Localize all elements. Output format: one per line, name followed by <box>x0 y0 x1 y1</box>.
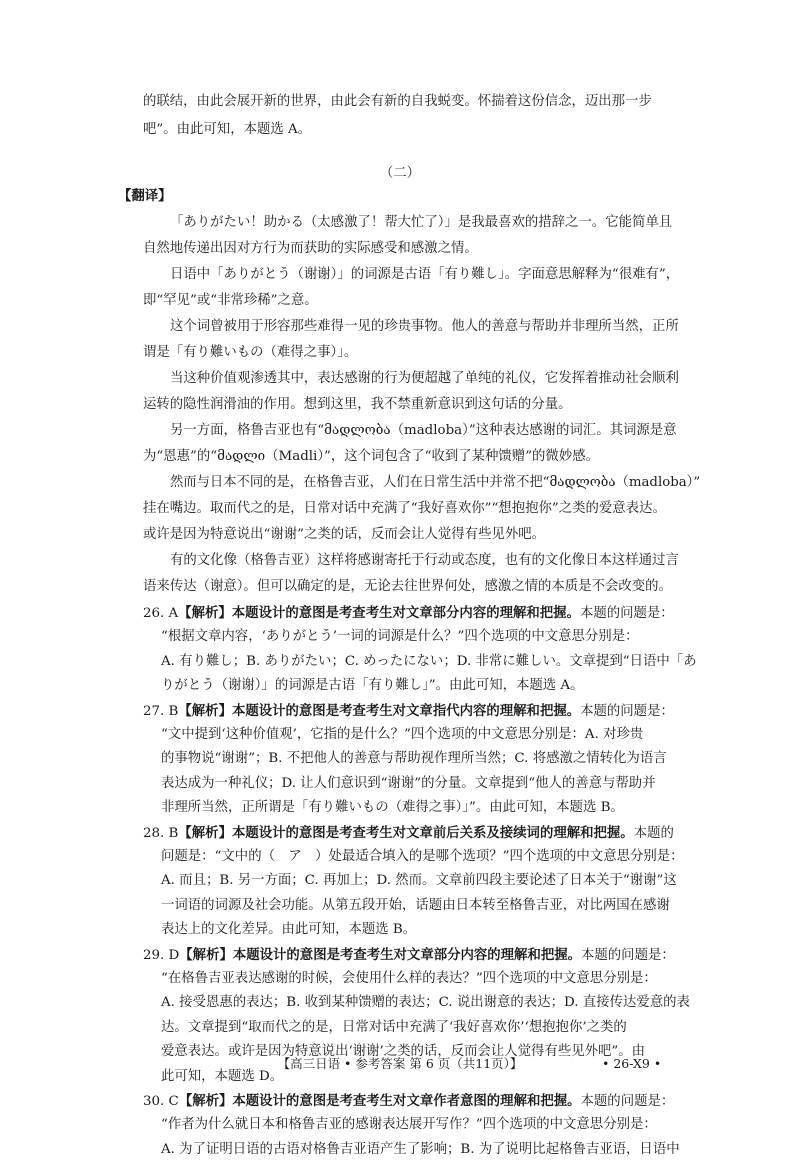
analysis-lead: 【解析】本题设计的意图是考查考生对文章部分内容的理解和把握。 <box>178 605 580 621</box>
translation-line: 即“罕见”或“非常珍稀”之意。 <box>143 293 318 308</box>
translation-line: 当这种价值观渗透其中，表达感谢的行为便超越了单纯的礼仪，它发挥着推动社会顺利 <box>170 371 679 386</box>
analysis-rest: 本题的问题是： <box>579 606 674 621</box>
question-line: 表达成为一种礼仪；D. 让人们意识到“谢谢”的分量。文章提到“他人的善意与帮助并 <box>161 775 656 791</box>
question-line: A. 有り難し；B. ありがたい；C. めったにない；D. 非常に難しい。文章提到“日语中「あ <box>161 653 697 669</box>
question-line: 问题是：“文中的（ ア ）处最适合填入的是哪个选项？”四个选项的中文意思分别是： <box>161 849 684 864</box>
translation-line: 自然地传递出因对方行为而获助的实际感受和感激之情。 <box>143 241 478 256</box>
question-number: 26. A <box>143 606 179 621</box>
translation-line: 或许是因为特意说出“谢谢”之类的话，反而会让人觉得有些见外吧。 <box>143 527 546 542</box>
translation-line: 有的文化像（格鲁吉亚）这样将感谢寄托于行动或态度，也有的文化像日本这样通过言 <box>170 553 679 568</box>
question-line: A. 为了证明日语的古语对格鲁吉亚语产生了影响；B. 为了说明比起格鲁吉亚语，日语中 <box>161 1141 680 1157</box>
translation-line: 挂在嘴边。取而代之的是，日常对话中充满了“我好喜欢你”“想抱抱你”之类的爱意表达。 <box>143 501 666 516</box>
question-line: 此可知，本题选 D。 <box>161 1068 284 1084</box>
analysis-lead: 【解析】本题设计的意图是考查考生对文章作者意图的理解和把握。 <box>178 1093 581 1109</box>
question-line: りがとう（谢谢）」的词源是古语「有り難し」”。由此可知，本题选 A。 <box>161 678 584 694</box>
analysis-lead: 【解析】本题设计的意图是考查考生对文章指代内容的理解和把握。 <box>178 702 581 719</box>
question-line: A. 接受恩惠的表达；B. 收到某种馈赠的表达；C. 说出谢意的表达；D. 直接传达爱意的表 <box>161 995 690 1011</box>
footer-code: • 26-X9 • <box>602 1056 662 1071</box>
analysis-rest: 本题的 <box>633 825 674 841</box>
question-28 <box>143 820 674 847</box>
question-line: “作者为什么就日本和格鲁吉亚的感谢表达展开写作？”四个选项的中文意思分别是： <box>161 1117 657 1133</box>
question-line: 表达上的文化差异。由此可知，本题选 B。 <box>161 922 417 938</box>
intro-line-2: 吧”。由此可知，本题选 A。 <box>143 122 312 137</box>
analysis-lead: 【解析】本题设计的意图是考查考生对文章前后关系及接续词的理解和把握。 <box>178 824 634 841</box>
translation-line: 语来传达（谢意）。但可以确定的是，无论去往世界何处，感激之情的本质是不会改变的。 <box>143 579 672 594</box>
translation-line: 这个词曾被用于形容那些难得一见的珍贵事物。他人的善意与帮助并非理所当然，正所 <box>170 319 679 334</box>
question-line: “文中提到‘这种价值观’，它指的是什么？”四个选项的中文意思分别是：A. 对珍贵 <box>161 727 644 742</box>
question-number: 29. D <box>143 947 180 963</box>
translation-line: 日语中「ありがとう（谢谢）」的词源是古语「有り難し」。字面意思解释为“很难有”， <box>170 267 680 282</box>
translation-heading: 【翻译】 <box>118 188 172 204</box>
question-30 <box>143 1088 674 1115</box>
question-number: 28. B <box>143 825 179 841</box>
question-number: 27. B <box>143 703 179 719</box>
analysis-rest: 本题的问题是： <box>580 703 674 719</box>
footer-page-info: 【高三日语 • 参考答案 第 6 页（共11页）】 <box>277 1056 523 1071</box>
translation-line: 运转的隐性润滑油的作用。想到这里，我不禁重新意识到这句话的分量。 <box>143 397 572 412</box>
analysis-rest: 本题的问题是： <box>580 1094 675 1109</box>
translation-line: 为“恩惠”的“მადლი（Madli）”，这个词包含了“收到了某种馈赠”的微妙感。 <box>143 449 599 464</box>
question-line: A. 而且；B. 另一方面；C. 再加上；D. 然而。文章前四段主要论述了日本关于“谢谢”这 <box>161 873 677 889</box>
question-line: 的事物说“谢谢”；B. 不把他人的善意与帮助视作理所当然；C. 将感激之情转化为语言 <box>161 751 667 767</box>
question-line: 非理所当然，正所谓是「有り難いもの（难得之事）」”。由此可知，本题选 B。 <box>161 800 624 816</box>
translation-line: 谓是「有り難いもの（难得之事）」。 <box>143 345 358 360</box>
question-number: 30. C <box>143 1094 179 1109</box>
intro-line-1: 的联结，由此会展开新的世界，由此会有新的自我蜕变。怀揣着这份信念，迈出那一步 <box>143 94 652 109</box>
question-line: 爱意表达。或许是因为特意说出‘谢谢’之类的话，反而会让人觉得有些见外吧”。由 <box>161 1044 646 1060</box>
translation-line: 另一方面，格鲁吉亚也有“მადლობა（madloba）”这种表达感谢的词汇。其词源是意 <box>170 423 677 438</box>
question-29 <box>143 942 675 969</box>
analysis-rest: 本题的问题是： <box>581 947 675 963</box>
analysis-lead: 【解析】本题设计的意图是考查考生对文章部分内容的理解和把握。 <box>179 946 582 963</box>
question-26 <box>143 600 674 627</box>
translation-line: 然而与日本不同的是，在格鲁吉亚，人们在日常生活中并常不把“მადლობა（madloba）” <box>170 475 701 490</box>
question-line: 一词语的词源及社会功能。从第五段开始，话题由日本转至格鲁吉亚，对比两国在感谢 <box>161 897 670 913</box>
question-line: “根据文章内容，‘ありがとう’一词的词源是什么？”四个选项的中文意思分别是： <box>161 629 639 645</box>
translation-line: 「ありがたい！助かる（太感激了！帮大忙了）」是我最喜欢的措辞之一。它能简单且 <box>170 215 673 230</box>
question-27 <box>143 698 674 725</box>
question-line: 达。文章提到“取而代之的是，日常对话中充满了‘我好喜欢你’‘想抱抱你’之类的 <box>161 1019 627 1035</box>
section-title: （二） <box>379 166 421 181</box>
question-line: “在格鲁吉亚表达感谢的时候，会使用什么样的表达？”四个选项的中文意思分别是： <box>161 971 657 986</box>
